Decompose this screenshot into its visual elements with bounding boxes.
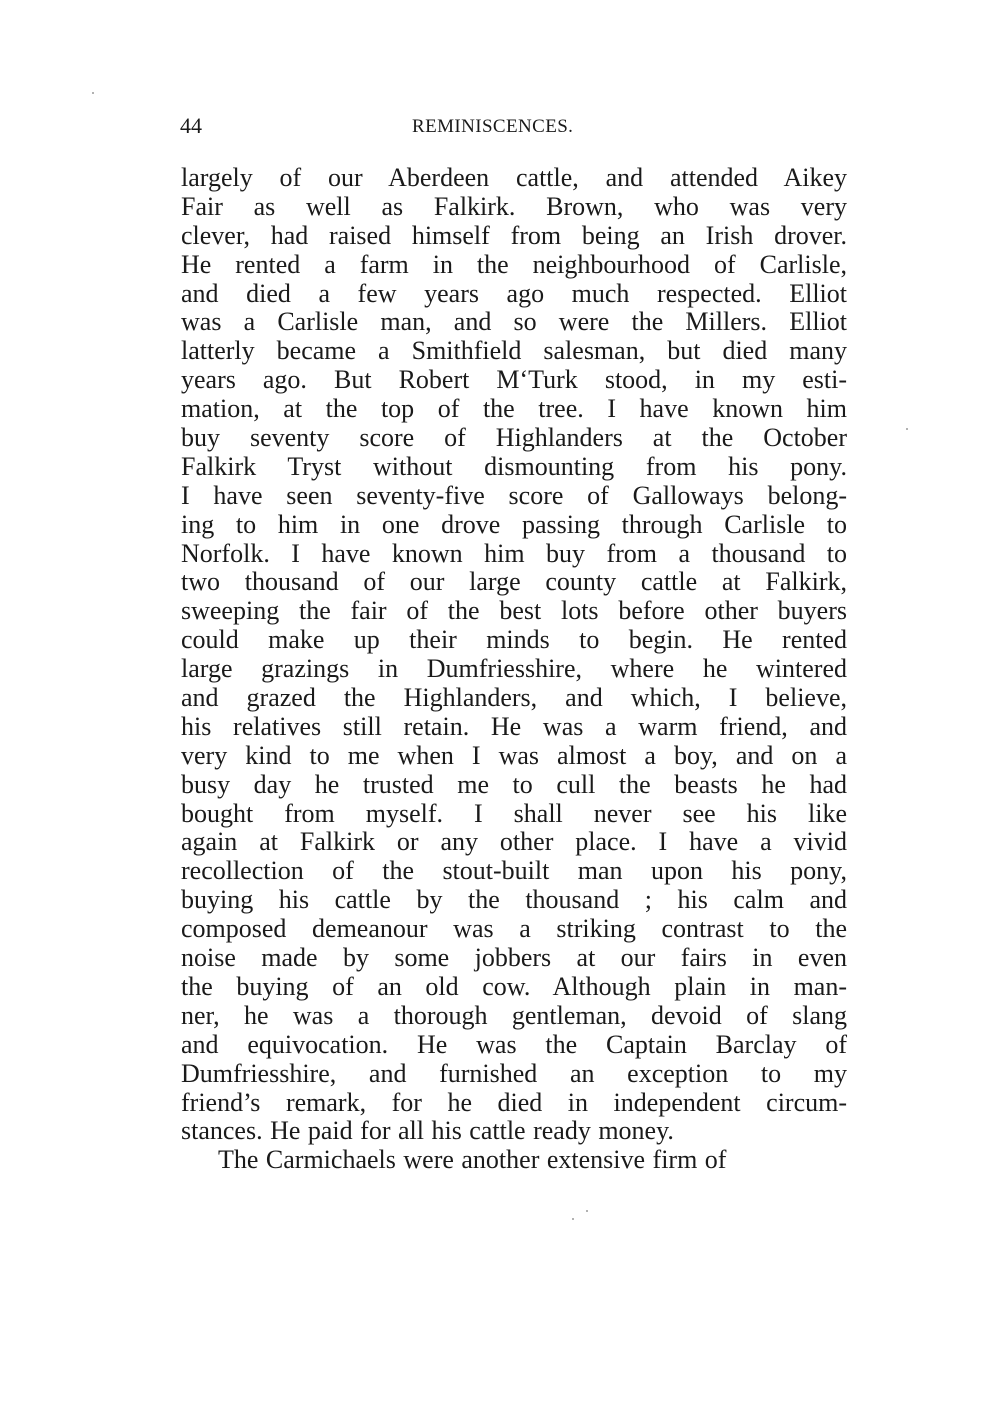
text-line: years ago. But Robert M‘Turk stood, in my esti- xyxy=(181,365,847,395)
text-line: was a Carlisle man, and so were the Millers. Elliot xyxy=(181,307,847,337)
text-line: bought from myself. I shall never see his like xyxy=(181,798,847,828)
text-line: ner, he was a thorough gentleman, devoid of slang xyxy=(181,1000,847,1030)
text-line: ing to him in one drove passing through Carlisle to xyxy=(181,509,847,539)
text-line: buy seventy score of Highlanders at the October xyxy=(181,423,847,453)
text-line: Fair as well as Falkirk. Brown, who was very xyxy=(181,191,847,221)
text-line: busy day he trusted me to cull the beasts he had xyxy=(181,769,847,799)
text-line: stances. He paid for all his cattle ready money. xyxy=(181,1116,674,1146)
text-line: Norfolk. I have known him buy from a thousand to xyxy=(181,538,847,568)
text-line: buying his cattle by the thousand ; his calm and xyxy=(181,885,847,915)
text-line: the buying of an old cow. Although plain in man- xyxy=(181,971,847,1001)
paper-speck xyxy=(572,1218,574,1220)
text-line: mation, at the top of the tree. I have known him xyxy=(181,394,847,424)
text-line: latterly became a Smithfield salesman, but died many xyxy=(181,336,847,366)
text-line: again at Falkirk or any other place. I have a vivid xyxy=(181,827,847,857)
text-line: sweeping the fair of the best lots before other buyers xyxy=(181,596,847,626)
body-text xyxy=(181,164,847,1175)
text-line: noise made by some jobbers at our fairs in even xyxy=(181,943,847,973)
running-title: REMINISCENCES. xyxy=(412,116,574,137)
text-line: friend’s remark, for he died in independent circum- xyxy=(181,1087,847,1117)
text-line: and died a few years ago much respected. Elliot xyxy=(181,278,847,308)
page-number: 44 xyxy=(180,113,202,138)
text-line: He rented a farm in the neighbourhood of Carlisle, xyxy=(181,249,847,279)
paper-speck xyxy=(92,92,94,94)
paper-speck xyxy=(906,428,908,430)
text-line: two thousand of our large county cattle at Falkirk, xyxy=(181,567,847,597)
text-line: largely of our Aberdeen cattle, and attended Aikey xyxy=(181,163,847,192)
text-line: The Carmichaels were another extensive firm of xyxy=(218,1145,727,1175)
text-line: could make up their minds to begin. He rented xyxy=(181,625,847,655)
text-line: Falkirk Tryst without dismounting from his pony. xyxy=(181,451,847,481)
paper-speck xyxy=(586,1210,588,1212)
text-line: I have seen seventy-five score of Galloways belong- xyxy=(181,480,847,510)
text-line: and equivocation. He was the Captain Barclay of xyxy=(181,1029,847,1059)
text-line: clever, had raised himself from being an Irish drover. xyxy=(181,220,847,250)
text-line: Dumfriesshire, and furnished an exception to my xyxy=(181,1058,847,1088)
text-line: recollection of the stout-built man upon his pony, xyxy=(181,856,847,886)
text-line: his relatives still retain. He was a warm friend, and xyxy=(181,711,847,741)
text-line: composed demeanour was a striking contrast to the xyxy=(181,914,847,944)
text-line: very kind to me when I was almost a boy, and on a xyxy=(181,740,847,770)
text-line: and grazed the Highlanders, and which, I believe, xyxy=(181,683,847,713)
text-line: large grazings in Dumfriesshire, where he wintered xyxy=(181,654,847,684)
